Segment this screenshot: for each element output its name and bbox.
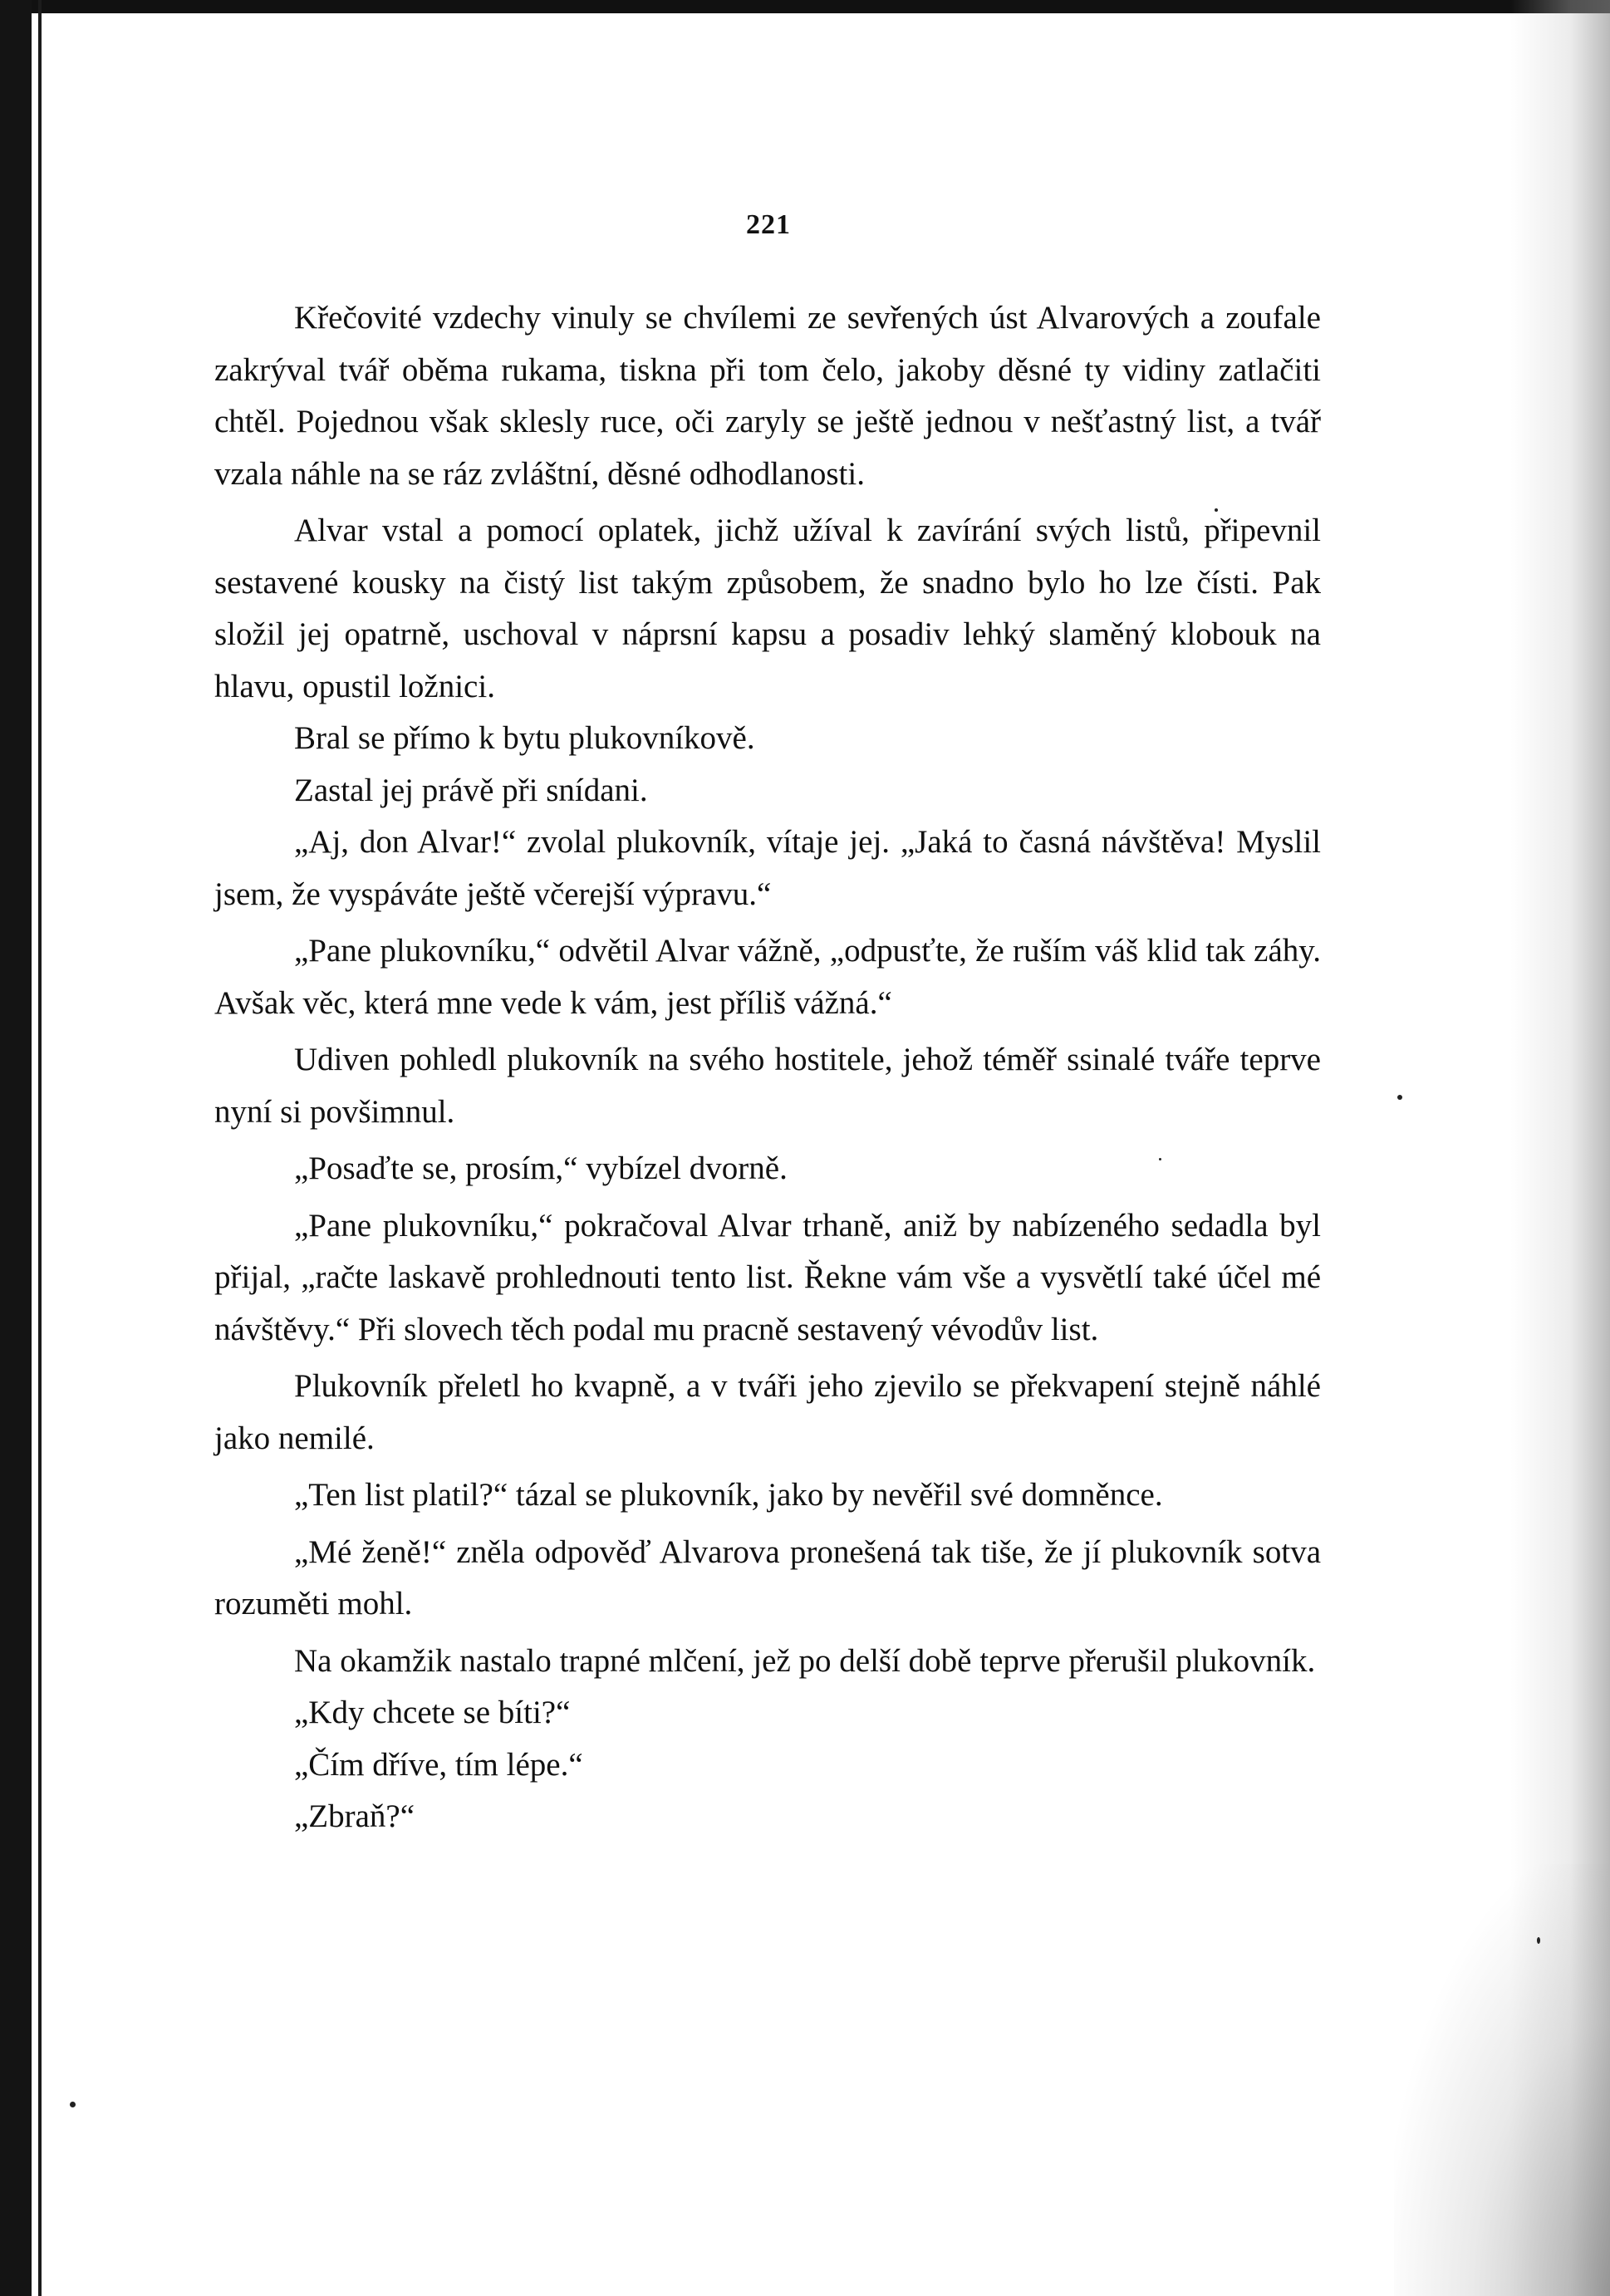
paragraph: „Ten list platil?“ tázal se plukovník, jako by nevěřil své domněnce. xyxy=(294,1477,1163,1513)
paragraph: Udiven pohledl plukovník na svého hostitele, jehož téměř ssinalé tváře teprve nyní si povšimnul. xyxy=(214,1042,1321,1130)
paragraph: Na okamžik nastalo trapné mlčení, jež po delší době teprve přerušil plukovník. xyxy=(294,1642,1316,1679)
paragraph: „Kdy chcete se bíti?“ xyxy=(294,1695,571,1730)
paragraph: Zastal jej právě při snídani. xyxy=(294,772,648,808)
paragraph: „Pane plukovníku,“ odvětil Alvar vážně, „odpusťte, že ruším váš klid tak záhy. Avšak věc, která mne vede k vám, jest příliš vážná.“ xyxy=(214,933,1321,1021)
page-number: 221 xyxy=(746,209,791,240)
scan-top-border xyxy=(0,0,1610,13)
paragraph: „Zbraň?“ xyxy=(294,1798,415,1834)
paragraph: „Pane plukovníku,“ pokračoval Alvar trhaně, aniž by nabízeného sedadla byl přijal, „račte laskavě prohlednouti tento list. Řekne vám vše a vysvětlí také účel mé návštěvy.“ Při slovech těch podal mu pracně sestavený vévodův list. xyxy=(214,1207,1321,1347)
paragraph: Křečovité vzdechy vinuly se chvílemi ze sevřených úst Alvarových a zoufale zakrýval tvář oběma rukama, tiskna při tom čelo, jakoby děsné ty vidiny zatlačiti chtěl. Pojednou však sklesly ruce, oči zaryly se ještě jednou v nešťastný list, a tvář vzala náhle na se ráz zvláštní, děsné odhodlanosti. xyxy=(214,300,1321,492)
paragraph: „Posaďte se, prosím,“ vybízel dvorně. xyxy=(294,1150,788,1186)
scan-left-border xyxy=(0,0,32,2296)
scan-speck xyxy=(70,2102,76,2107)
body-text xyxy=(214,292,1321,1843)
paragraph: „Čím dříve, tím lépe.“ xyxy=(294,1746,583,1783)
paragraph: Bral se přímo k bytu plukovníkově. xyxy=(294,720,755,756)
scan-speck xyxy=(1397,1095,1402,1100)
scan-left-edge-line xyxy=(38,0,42,2296)
paragraph: Plukovník přeletl ho kvapně, a v tváři jeho zjevilo se překvapení stejně náhlé jako nemilé. xyxy=(214,1368,1321,1456)
scan-speck xyxy=(1537,1937,1540,1944)
paragraph: Alvar vstal a pomocí oplatek, jichž užíval k zavírání svých listů, připevnil sestavené kousky na čistý list takým způsobem, že snadno bylo ho lze čísti. Pak složil jej opatrně, uschoval v náprsní kapsu a posadiv lehký slaměný klobouk na hlavu, opustil ložnici. xyxy=(214,513,1321,704)
paragraph: „Mé ženě!“ zněla odpověď Alvarova pronešená tak tiše, že jí plukovník sotva rozuměti mohl. xyxy=(214,1533,1321,1621)
paragraph: „Aj, don Alvar!“ zvolal plukovník, vítaje jej. „Jaká to časná návštěva! Myslil jsem, že vyspáváte ještě včerejší výpravu.“ xyxy=(214,824,1321,912)
scan-corner-shadow xyxy=(1394,1864,1610,2296)
